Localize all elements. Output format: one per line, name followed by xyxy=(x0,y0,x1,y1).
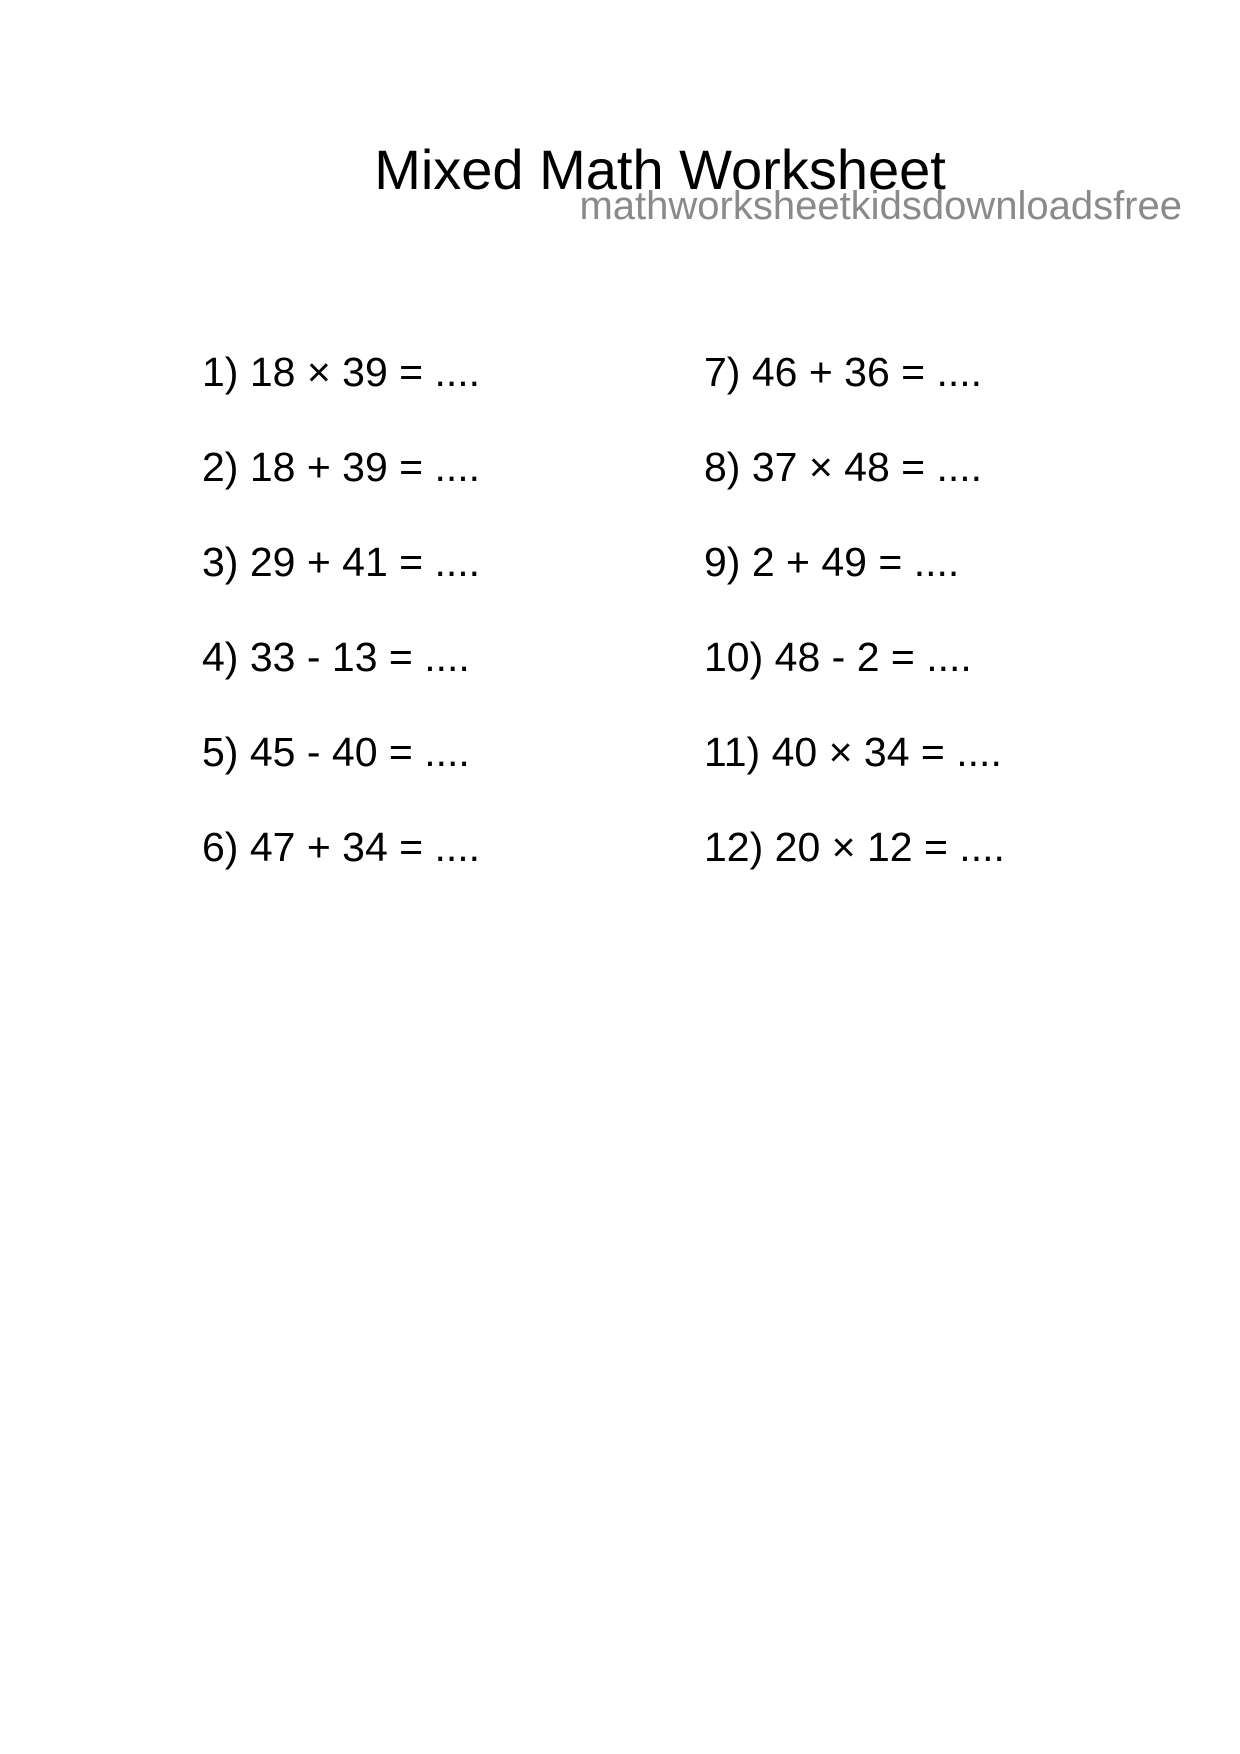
watermark-text: mathworksheetkidsdownloadsfree xyxy=(579,184,1182,228)
problem-3: 3) 29 + 41 = .... xyxy=(202,539,481,585)
problem-9: 9) 2 + 49 = .... xyxy=(704,539,960,585)
problem-10: 10) 48 - 2 = .... xyxy=(704,634,972,680)
problem-column-right xyxy=(704,348,1005,918)
problem-12: 12) 20 × 12 = .... xyxy=(704,824,1005,870)
problem-1: 1) 18 × 39 = .... xyxy=(202,349,481,395)
problem-4: 4) 33 - 13 = .... xyxy=(202,634,470,680)
problem-2: 2) 18 + 39 = .... xyxy=(202,444,481,490)
problem-11: 11) 40 × 34 = .... xyxy=(704,729,1002,775)
problem-column-left xyxy=(202,348,480,918)
problem-8: 8) 37 × 48 = .... xyxy=(704,444,983,490)
problem-5: 5) 45 - 40 = .... xyxy=(202,729,470,775)
problem-6: 6) 47 + 34 = .... xyxy=(202,824,481,870)
problem-7: 7) 46 + 36 = .... xyxy=(704,349,983,395)
page-title: Mixed Math Worksheet xyxy=(374,137,946,201)
